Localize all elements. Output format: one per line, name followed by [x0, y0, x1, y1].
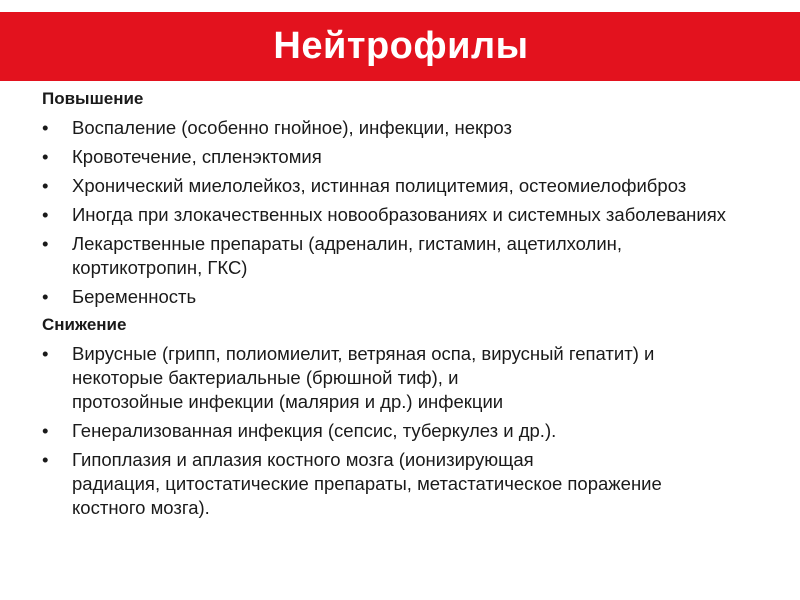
list-item-text: некоторые бактериальные (брюшной тиф), и — [72, 367, 459, 388]
slide-title: Нейтрофилы — [273, 25, 529, 67]
bullet-icon: • — [42, 343, 49, 364]
list-item — [42, 342, 792, 414]
increase-heading: Повышение — [42, 89, 144, 108]
bullet-icon: • — [42, 420, 49, 441]
list-item — [42, 116, 792, 140]
bullet-icon: • — [42, 175, 49, 196]
list-item-text: Гипоплазия и аплазия костного мозга (ионизирующая — [72, 449, 534, 470]
list-item-text: Иногда при злокачественных новообразованиях и системных заболеваниях — [72, 204, 726, 225]
list-item-text: Воспаление (особенно гнойное), инфекции, некроз — [72, 117, 512, 138]
list-item — [42, 285, 792, 309]
bullet-icon: • — [42, 146, 49, 167]
list-item-text: радиация, цитостатические препараты, метастатическое поражение — [72, 473, 662, 494]
bullet-icon: • — [42, 204, 49, 225]
list-item-text: Хронический миелолейкоз, истинная полицитемия, остеомиелофиброз — [72, 175, 687, 196]
list-item — [42, 203, 792, 227]
list-item-text: Генерализованная инфекция (сепсис, туберкулез и др.). — [72, 420, 557, 441]
bullet-icon: • — [42, 449, 49, 470]
bullet-icon: • — [42, 286, 49, 307]
decrease-list — [42, 342, 792, 520]
list-item — [42, 448, 792, 520]
title-banner — [0, 12, 800, 81]
decrease-heading: Снижение — [42, 315, 127, 334]
list-item — [42, 174, 792, 198]
list-item — [42, 145, 792, 169]
list-item-text: Лекарственные препараты (адреналин, гистамин, ацетилхолин, — [72, 233, 623, 254]
list-item-text: костного мозга). — [72, 497, 210, 518]
increase-list — [42, 116, 792, 309]
list-item — [42, 232, 792, 280]
slide-content — [42, 88, 792, 525]
list-item-text: Вирусные (грипп, полиомиелит, ветряная оспа, вирусный гепатит) и — [72, 343, 655, 364]
bullet-icon: • — [42, 233, 49, 254]
list-item-text: кортикотропин, ГКС) — [72, 257, 248, 278]
bullet-icon: • — [42, 117, 49, 138]
list-item — [42, 419, 792, 443]
list-item-text: протозойные инфекции (малярия и др.) инфекции — [72, 391, 504, 412]
list-item-text: Беременность — [72, 286, 197, 307]
list-item-text: Кровотечение, спленэктомия — [72, 146, 322, 167]
